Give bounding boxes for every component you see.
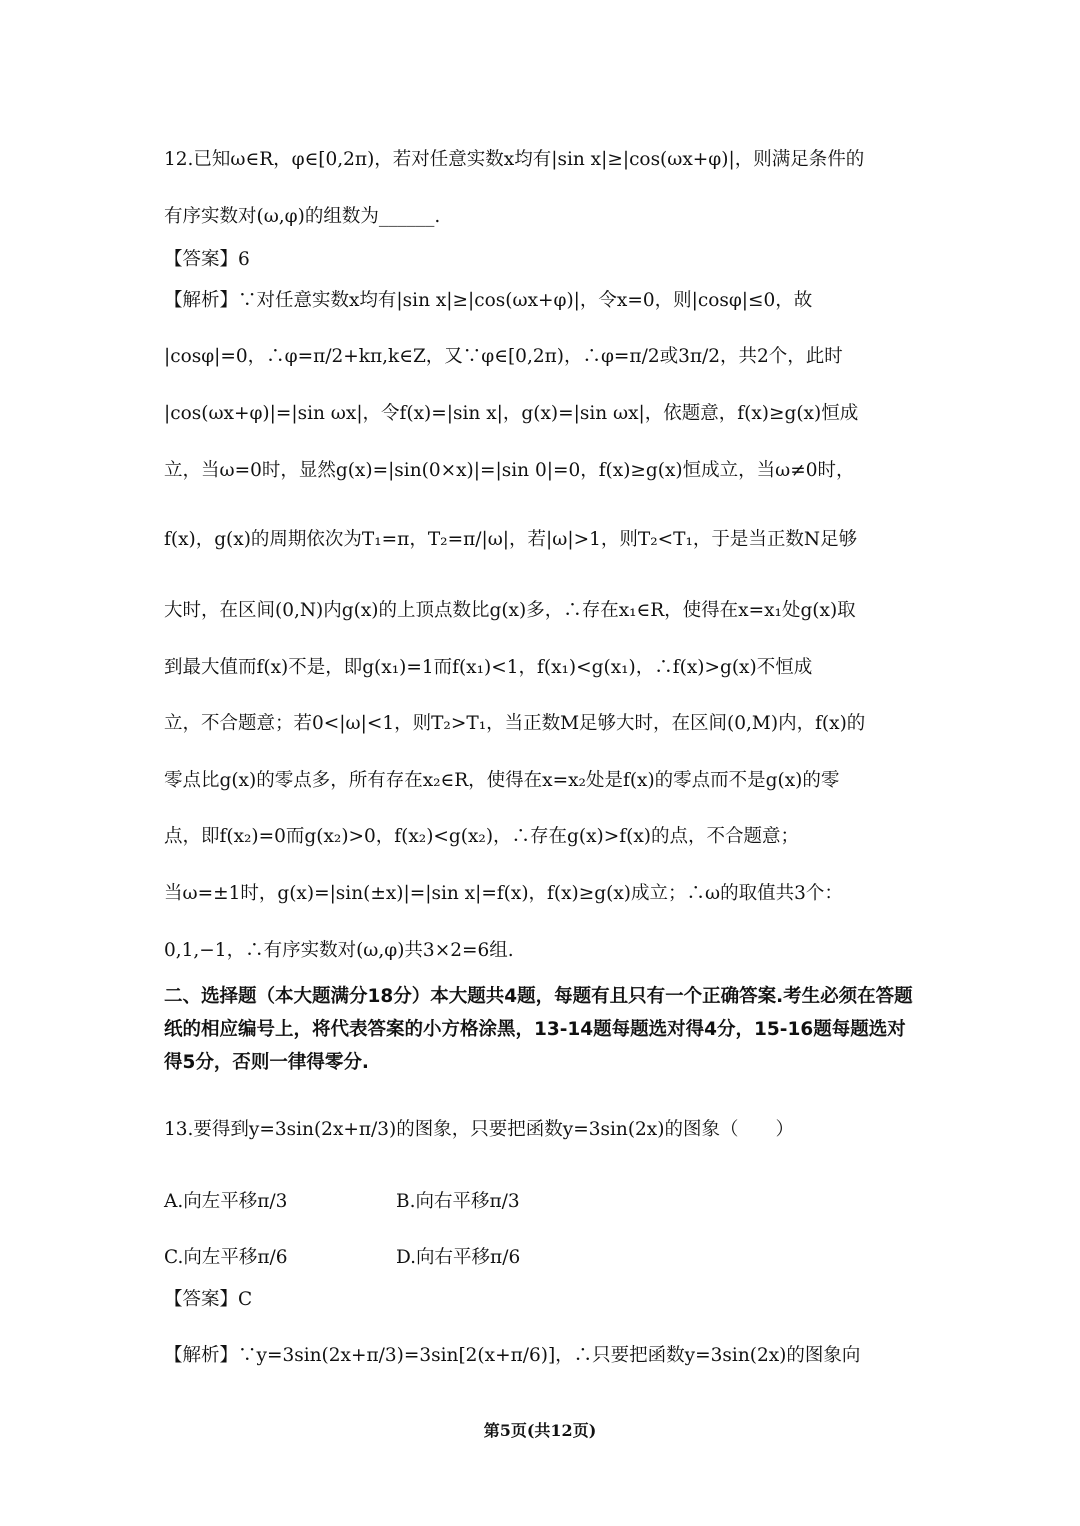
q12-solution-line-7: 到最大值而f(x)不是，即g(x₁)=1而f(x₁)<1，f(x₁)<g(x₁)，∴f(x)>g(x)不恒成 [164,657,813,678]
q13-option-c: C.向左平移π/6 [164,1247,288,1268]
q12-solution-line-2: |cosφ|=0，∴φ=π/2+kπ,k∈Z，又∵φ∈[0,2π)，∴φ=π/2或3π/2，共2个，此时 [164,346,843,367]
q12-solution-line-3: |cos(ωx+φ)|=|sin ωx|，令f(x)=|sin x|，g(x)=|sin ωx|，依题意，f(x)≥g(x)恒成 [164,403,859,424]
q12-solution-line-4: 立，当ω=0时，显然g(x)=|sin(0×x)|=|sin 0|=0，f(x)≥g(x)恒成立，当ω≠0时， [164,460,855,481]
q12-solution-line-9: 零点比g(x)的零点多，所有存在x₂∈R，使得在x=x₂处是f(x)的零点而不是g(x)的零 [164,770,840,791]
q13-option-b: B.向右平移π/3 [396,1191,520,1212]
q12-solution-line-11: 当ω=±1时，g(x)=|sin(±x)|=|sin x|=f(x)，f(x)≥g(x)成立；∴ω的取值共3个： [164,883,843,904]
q13-answer: 【答案】C [164,1289,253,1310]
q13-stem: 13.要得到y=3sin(2x+π/3)的图象，只要把函数y=3sin(2x)的图象（ ） [164,1119,794,1140]
section-2-instructions: 二、选择题（本大题满分18分）本大题共4题，每题有且只有一个正确答案.考生必须在答题纸的相应编号上，将代表答案的小方格涂黑，13-14题每题选对得4分，15-16题每题选对得5分，否则一律得零分. [164,986,913,1073]
q12-line-1: 12.已知ω∈R，φ∈[0,2π)，若对任意实数x均有|sin x|≥|cos(ωx+φ)|，则满足条件的 [164,149,865,170]
q13-solution: 【解析】∵y=3sin(2x+π/3)=3sin[2(x+π/6)]，∴只要把函数y=3sin(2x)的图象向 [164,1345,861,1366]
q12-solution-line-6: 大时，在区间(0,N)内g(x)的上顶点数比g(x)多，∴存在x₁∈R，使得在x=x₁处g(x)取 [164,600,856,621]
q13-option-d: D.向右平移π/6 [396,1247,521,1268]
q12-solution-line-1: 【解析】∵对任意实数x均有|sin x|≥|cos(ωx+φ)|，令x=0，则|cosφ|≤0，故 [164,290,813,311]
q12-solution-line-12: 0,1,−1，∴有序实数对(ω,φ)共3×2=6组. [164,940,514,961]
q12-solution-line-8: 立，不合题意；若0<|ω|<1，则T₂>T₁，当正数M足够大时，在区间(0,M)内，f(x)的 [164,713,866,734]
q13-option-a: A.向左平移π/3 [164,1191,288,1212]
q12-line-2: 有序实数对(ω,φ)的组数为______. [164,206,441,227]
q12-solution-line-10: 点，即f(x₂)=0而g(x₂)>0，f(x₂)<g(x₂)，∴存在g(x)>f(x)的点，不合题意； [164,826,799,847]
q12-answer: 【答案】6 [164,249,250,270]
page-footer: 第5页(共12页) [483,1421,597,1440]
q12-solution-line-5: f(x)，g(x)的周期依次为T₁=π，T₂=π/|ω|，若|ω|>1，则T₂<T₁，于是当正数N足够 [164,529,858,550]
